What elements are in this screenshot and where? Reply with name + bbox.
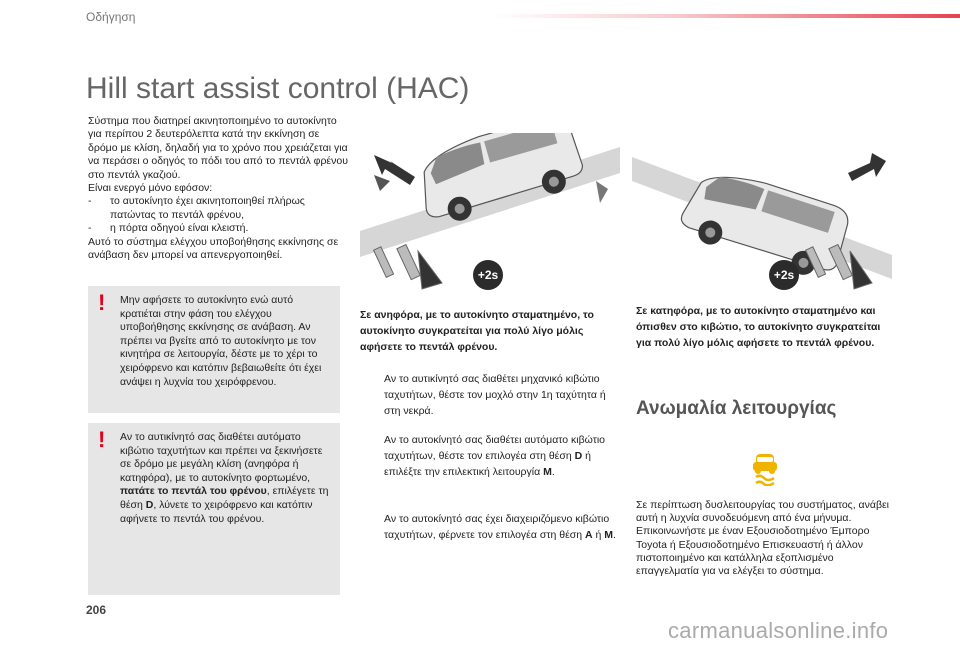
malfunction-text: Σε περίπτωση δυσλειτουργίας του συστήματος, ανάβει αυτή η λυχνία συνοδευόμενη από ένα μήνυμα. Επικοινωνήστε με έναν Εξουσιοδοτημένο Έμπορο Toyota ή Εξουσιοδοτημένο Επισκευαστή ή άλλον πιστοποιημένο και κατάλληλα εξοπλισμένο επαγγελματία για να ελέγξει το σύστημα.: [636, 499, 889, 578]
bullet-arrow-icon: [360, 512, 384, 544]
bullet-arrow-icon: [360, 372, 384, 419]
downhill-caption: Σε κατηφόρα, με το αυτοκίνητο σταματημένο και όπισθεν στο κιβώτιο, το αυτοκίνητο συγκρατείται για πολύ λίγο μόλις αφήσετε το πεντάλ φρένου.: [636, 305, 881, 349]
bullet-automatic-gearbox: Αν το αυτοκίνητό σας διαθέτει αυτόματο κιβώτιο ταχυτήτων, θέστε τον επιλογέα στη θέση D ή επιλέξτε την επιλεκτική λειτουργία M.: [360, 433, 622, 480]
timer-badge-icon: [769, 260, 799, 290]
hill-assist-warning-lamp-icon: [748, 450, 782, 486]
bullet-managed-gearbox: Αν το αυτοκίνητό σας έχει διαχειριζόμενο κιβώτιο ταχυτήτων, φέρνετε τον επιλογέα στη θέση A ή M.: [360, 512, 622, 544]
pedals-icon: [374, 245, 442, 289]
uphill-caption: Σε ανηφόρα, με το αυτοκίνητο σταματημένο, το αυτοκίνητο συγκρατείται για πολύ λίγο μόλις αφήσετε το πεντάλ φρένου.: [360, 309, 594, 353]
van-icon: [411, 133, 588, 229]
forward-arrow-icon: [374, 155, 415, 191]
warning-box-parking: [88, 286, 340, 413]
watermark: carmanualsonline.info: [668, 618, 889, 643]
van-icon: [676, 162, 854, 284]
downhill-illustration: [632, 133, 892, 293]
warning-exclamation-icon: !: [98, 427, 106, 452]
intro-paragraph: Σύστημα που διατηρεί ακινητοποιημένο το αυτοκίνητο για περίπου 2 δευτερόλεπτα κατά την εκκίνηση σε δρόμο με κλίση, δηλαδή για το χρόνο που χρειάζεται για να περάσει ο οδηγός το πόδι του από το πεντάλ φρένου στο πεντάλ γκαζιού.: [88, 115, 348, 181]
page-number: 206: [86, 603, 107, 617]
page-title: Hill start assist control (HAC): [86, 72, 470, 105]
bullet-manual-gearbox: Αν το αυτικίνητό σας διαθέτει μηχανικό κιβώτιο ταχυτήτων, θέστε τον μοχλό στην 1η ταχύτητα ή στη νεκρά.: [360, 372, 622, 419]
warning-exclamation-icon: !: [98, 290, 106, 315]
header-accent-bar: [490, 14, 960, 18]
intro-list-item: - η πόρτα οδηγού είναι κλειστή.: [88, 222, 249, 235]
uphill-illustration: [360, 133, 620, 293]
warning-box-automatic: [88, 423, 340, 595]
intro-note: Αυτό το σύστημα ελέγχου υποβοήθησης εκκίνησης σε ανάβαση δεν μπορεί να απενεργοποιηθεί.: [88, 235, 339, 262]
svg-text:+2s: +2s: [477, 268, 499, 282]
intro-list-item: - το αυτοκίνητο έχει ακινητοποιηθεί πλήρως πατώντας το πεντάλ φρένου,: [88, 195, 305, 221]
intro-condition-lead: Είναι ενεργό μόνο εφόσον:: [88, 182, 213, 195]
svg-text:+2s: +2s: [773, 268, 795, 282]
warning-text: Μην αφήσετε το αυτοκίνητο ενώ αυτό κρατιέται στην φάση του ελέγχου υποβοήθησης εκκίνησης σε ανάβαση. Αν πρέπει να βγείτε από το αυτοκίνητο με τον κινητήρα σε λειτουργία, δέστε με το χέρι το χειρόφρενο και κατόπιν βεβαιωθείτε ότι έχει ανάψει η λυχνία του χειρόφρενου.: [120, 294, 322, 388]
section-label: Οδήγηση: [86, 10, 136, 24]
timer-badge-icon: [473, 260, 503, 290]
warning-text: Αν το αυτικίνητό σας διαθέτει αυτόματο κιβώτιο ταχυτήτων και πρέπει να ξεκινήσετε σε δρόμο με μεγάλη κλίση (ανηφόρα ή κατηφόρα), με το αυτοκίνητο φορτωμένο, πατάτε το πεντάλ του φρένου, επιλέγετε τη θέση D, λύνετε το χειρόφρενο και κατόπιν αφήνετε το πεντάλ του φρένου.: [120, 431, 329, 525]
bullet-arrow-icon: [360, 433, 384, 480]
forward-arrow-icon: [848, 153, 886, 181]
intro-text: [88, 115, 350, 262]
back-arrow-icon: [596, 181, 608, 203]
malfunction-heading: Ανωμαλία λειτουργίας: [636, 398, 837, 419]
